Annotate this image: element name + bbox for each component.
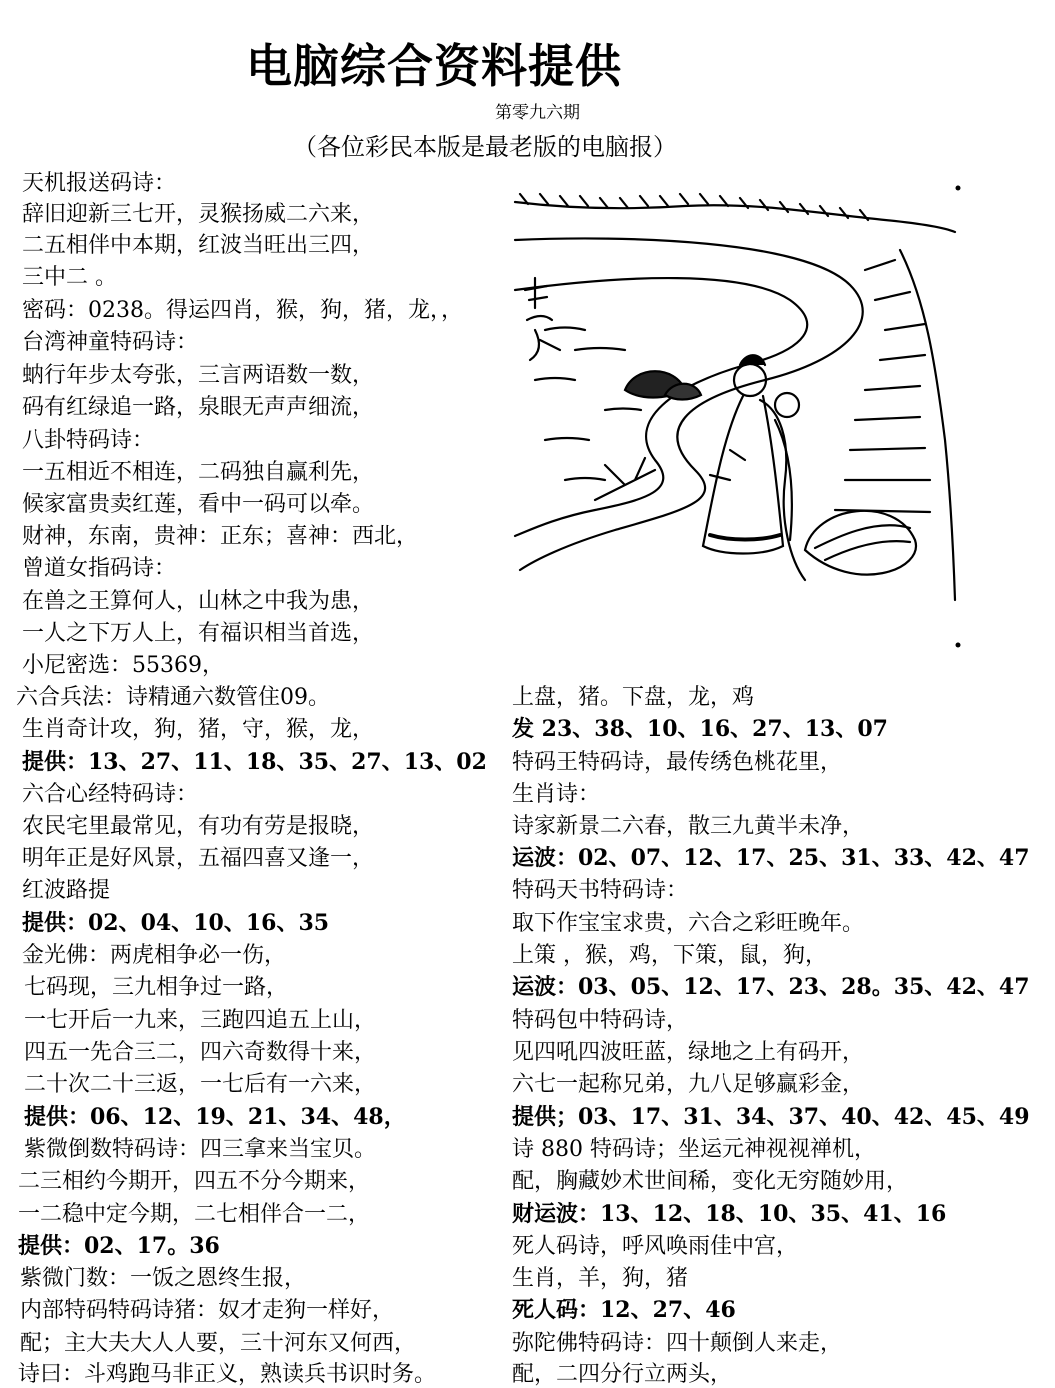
text-line: 一七开后一九来，三跑四追五上山， <box>24 1008 377 1033</box>
text-line: 上盘，猪。下盘，龙，鸡 <box>512 685 755 710</box>
text-line: 密码：0238。得运四肖，猴，狗，猪，龙，， <box>22 298 463 323</box>
text-line: 天机报送码诗： <box>22 171 177 196</box>
text-line: 辞旧迎新三七开，灵猴扬威二六来， <box>22 202 375 227</box>
text-line: 台湾神童特码诗： <box>22 330 199 355</box>
issue-number: 第零九六期 <box>495 103 580 123</box>
text-line: 一五相近不相连，二码独自赢利先， <box>22 460 375 485</box>
text-line: 六七一起称兄弟，九八足够赢彩金， <box>512 1072 865 1097</box>
page-subtitle: （各位彩民本版是最老版的电脑报） <box>293 133 677 161</box>
text-line: 红波路提 <box>22 878 111 903</box>
text-line: 弥陀佛特码诗：四十颠倒人来走， <box>512 1331 843 1356</box>
text-line: 特码包中特码诗， <box>512 1008 689 1033</box>
text-line: 生肖，羊，狗，猪 <box>512 1266 689 1291</box>
text-line: 在兽之王算何人，山林之中我为患， <box>22 589 375 614</box>
text-line: 运波：03、05、12、17、23、28。35、42、47 <box>512 974 1030 1000</box>
text-line: 一二稳中定今期，二七相伴合一二， <box>18 1202 371 1227</box>
text-line: 配；主大夫大人人要，三十河东又何西， <box>20 1331 417 1356</box>
text-line: 配，二四分行立两头， <box>512 1362 733 1387</box>
text-line: 财运波：13、12、18、10、35、41、16 <box>512 1201 947 1227</box>
text-line: 诗曰：斗鸡跑马非正义，熟读兵书识时务。 <box>18 1362 437 1387</box>
text-line: 紫微倒数特码诗：四三拿来当宝贝。 <box>24 1137 377 1162</box>
text-line: 内部特码特码诗猪：奴才走狗一样好， <box>20 1298 395 1323</box>
text-line: 蚋行年步太夸张，三言两语数一数， <box>22 363 375 388</box>
text-line: 码有红绿追一路，泉眼无声声细流， <box>22 395 375 420</box>
text-line: 提供：06、12、19、21、34、48， <box>24 1104 406 1130</box>
text-line: 提供：13、27、11、18、35、27、13、02 <box>22 749 487 775</box>
text-line: 七码现，三九相争过一路， <box>24 975 289 1000</box>
text-line: 一人之下万人上，有福识相当首选， <box>22 621 375 646</box>
text-line: 三中二 。 <box>22 265 117 290</box>
text-line: 曾道女指码诗： <box>22 556 177 581</box>
text-line: 财神，东南，贵神：正东；喜神：西北， <box>22 524 419 549</box>
text-line: 二十次二十三返，一七后有一六来， <box>24 1072 377 1097</box>
text-line: 发 23、38、10、16、27、13、07 <box>512 716 888 742</box>
text-line: 生肖奇计攻，狗，猪，守，猴，龙， <box>22 717 375 742</box>
text-line: 八卦特码诗： <box>22 428 155 453</box>
text-line: 提供；03、17、31、34、37、40、42、45、49 <box>512 1104 1030 1130</box>
text-line: 运波：02、07、12、17、25、31、33、42、47 <box>512 845 1030 871</box>
text-line: 明年正是好风景，五福四喜又逢一， <box>22 846 375 871</box>
text-line: 特码王特码诗，最传绣色桃花里， <box>512 750 843 775</box>
text-line: 特码天书特码诗： <box>512 878 689 903</box>
text-line: 诗家新景二六春，散三九黄半未净， <box>512 814 865 839</box>
text-line: 六合心经特码诗： <box>22 782 199 807</box>
text-line: 紫微门数：一饭之恩终生报， <box>20 1266 307 1291</box>
text-line: 二三相约今期开，四五不分今期来， <box>18 1169 371 1194</box>
text-line: 死人码：12、27、46 <box>512 1297 736 1323</box>
text-line: 金光佛：两虎相争必一伤， <box>22 943 287 968</box>
text-line: 诗 880 特码诗；坐运元神视视禅机， <box>512 1137 876 1162</box>
text-line: 农民宅里最常见，有功有劳是报晓， <box>22 814 375 839</box>
text-line: 上策 ，猴，鸡，下策，鼠，狗， <box>512 943 827 968</box>
page-title: 电脑综合资料提供 <box>246 39 622 93</box>
text-line: 配，胸藏妙术世间稀，变化无穷随妙用， <box>512 1169 909 1194</box>
text-line: 小尼密选：55369， <box>22 653 224 678</box>
text-line: 死人码诗，呼风唤雨佳中宫， <box>512 1234 799 1259</box>
text-line: 取下作宝宝求贵，六合之彩旺晚年。 <box>512 911 865 936</box>
ink-drawing-lady-river-icon <box>505 180 965 650</box>
text-line: 六合兵法：诗精通六数管住09。 <box>16 685 330 710</box>
text-line: 提供：02、17。36 <box>18 1233 220 1259</box>
text-line: 二五相伴中本期，红波当旺出三四， <box>22 233 375 258</box>
text-line: 提供：02、04、10、16、35 <box>22 910 330 936</box>
text-line: 四五一先合三二，四六奇数得十来， <box>24 1040 377 1065</box>
text-line: 见四吼四波旺蓝，绿地之上有码开， <box>512 1040 865 1065</box>
text-line: 候家富贵卖红莲，看中一码可以牵。 <box>22 492 375 517</box>
text-line: 生肖诗： <box>512 782 601 807</box>
